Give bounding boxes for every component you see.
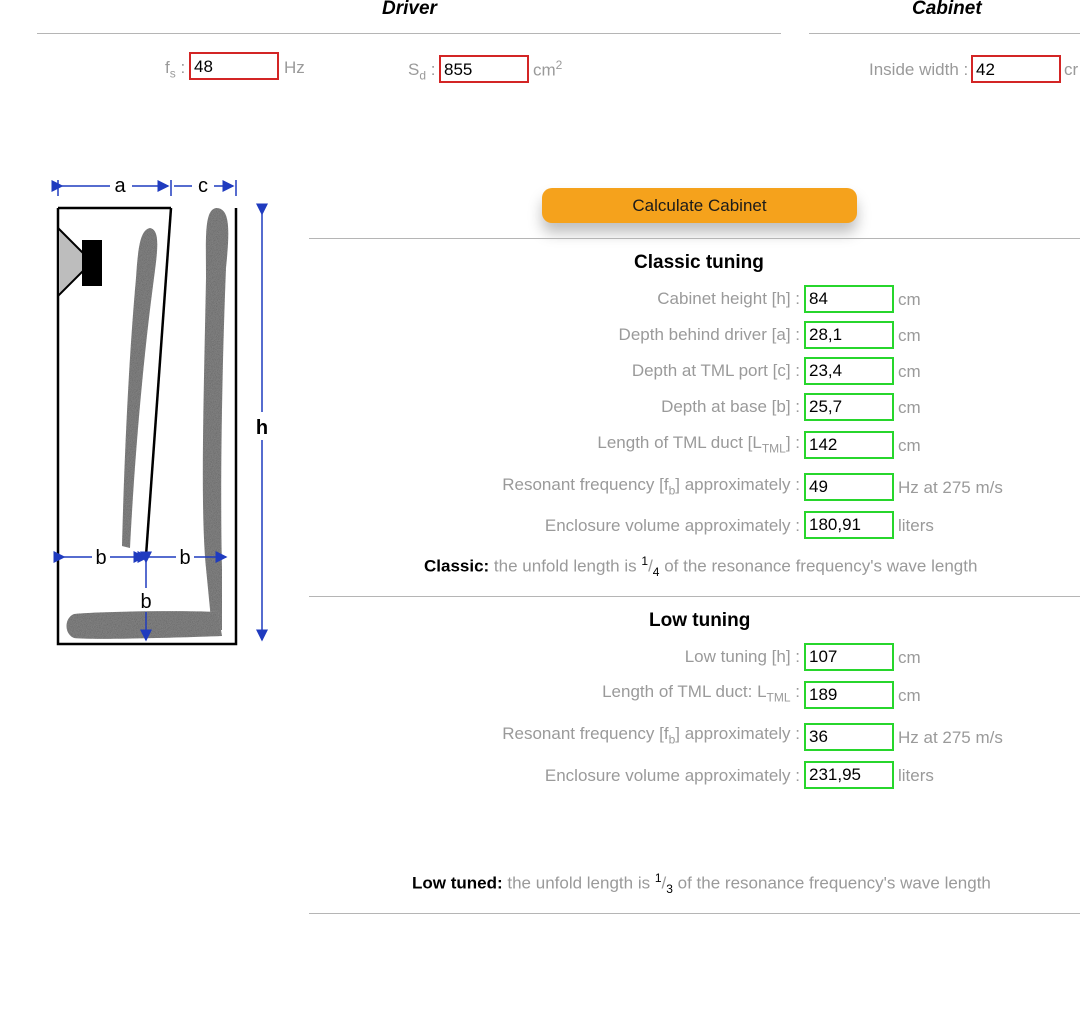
calculate-cabinet-button[interactable]: Calculate Cabinet xyxy=(542,188,857,223)
classic-volume-label: Enclosure volume approximately : xyxy=(544,516,800,535)
low-resonant-freq-label: Resonant frequency $[f_b]$ approximately : xyxy=(502,724,800,747)
classic-depth-driver-unit: cm xyxy=(898,326,921,345)
classic-duct-length-unit: cm xyxy=(898,436,921,455)
low-resonant-freq-output: 36 xyxy=(804,723,894,751)
inside-width-unit: cr xyxy=(1064,60,1079,79)
tml-cabinet-diagram xyxy=(50,168,282,652)
low-volume-unit: liters xyxy=(898,766,934,785)
low-tuning-height-label: Low tuning [h] : xyxy=(684,647,800,666)
classic-depth-port-label: Depth at TML port [c] : xyxy=(631,361,800,380)
classic-cabinet-height-unit: cm xyxy=(898,290,921,309)
fs-unit: Hz xyxy=(284,58,305,77)
low-duct-length-output: 189 xyxy=(804,681,894,709)
dim-label-b-vertical: b xyxy=(140,591,152,613)
driver-cone-icon xyxy=(58,228,84,296)
driver-magnet-icon xyxy=(82,240,102,286)
classic-tuning-title: Classic tuning xyxy=(634,252,764,273)
dim-label-h: h xyxy=(255,417,269,439)
sd-label: $S_d$ : xyxy=(408,60,436,83)
classic-depth-port-output: 23,4 xyxy=(804,357,894,385)
low-volume-label: Enclosure volume approximately : xyxy=(544,766,800,785)
classic-resonant-freq-label: Resonant frequency $[f_b]$ approximately : xyxy=(502,475,800,498)
results-divider-bottom xyxy=(309,913,1080,914)
dim-label-b-right: b xyxy=(179,547,191,569)
inside-width-input[interactable]: 42 xyxy=(971,55,1061,83)
low-note: Low tuned: the unfold length is $^1/_3$ of the resonance frequency's wave length xyxy=(412,871,991,897)
stuffing-left xyxy=(122,228,157,548)
results-divider-middle xyxy=(309,596,1080,597)
classic-volume-unit: liters xyxy=(898,516,934,535)
sd-unit: $cm^2$ xyxy=(533,58,563,80)
classic-depth-base-label: Depth at base [b] : xyxy=(661,397,800,416)
classic-volume-output: 180,91 xyxy=(804,511,894,539)
classic-cabinet-height-output: 84 xyxy=(804,285,894,313)
classic-resonant-freq-unit: Hz at 275 m/s xyxy=(898,478,1003,497)
classic-cabinet-height-label: Cabinet height [h] : xyxy=(657,289,800,308)
results-divider-top xyxy=(309,238,1080,239)
low-duct-length-unit: cm xyxy=(898,686,921,705)
low-tuning-height-unit: cm xyxy=(898,648,921,667)
classic-depth-base-output: 25,7 xyxy=(804,393,894,421)
classic-duct-length-label: Length of TML duct $[L_{TML}]$ : xyxy=(597,433,800,456)
fs-input[interactable]: 48 xyxy=(189,52,279,80)
classic-depth-driver-output: 28,1 xyxy=(804,321,894,349)
cabinet-divider xyxy=(809,33,1080,34)
fs-label: $f_s$ : xyxy=(165,58,186,81)
low-volume-output: 231,95 xyxy=(804,761,894,789)
dim-label-a: a xyxy=(114,175,126,197)
low-tuning-height-output: 107 xyxy=(804,643,894,671)
classic-depth-port-unit: cm xyxy=(898,362,921,381)
classic-depth-base-unit: cm xyxy=(898,398,921,417)
stuffing-right xyxy=(203,208,228,630)
stuffing-bottom xyxy=(67,611,223,639)
low-tuning-title: Low tuning xyxy=(649,610,751,631)
dim-label-c: c xyxy=(198,175,208,197)
sd-input[interactable]: 855 xyxy=(439,55,529,83)
classic-note: Classic: the unfold length is $^1/_4$ of the resonance frequency's wave length xyxy=(424,554,978,580)
driver-section-title: Driver xyxy=(382,0,437,19)
classic-duct-length-output: 142 xyxy=(804,431,894,459)
dim-label-b-left: b xyxy=(95,547,107,569)
cabinet-section-title: Cabinet xyxy=(912,0,982,19)
classic-depth-driver-label: Depth behind driver [a] : xyxy=(618,325,800,344)
low-duct-length-label: Length of TML duct: $L_{TML}$ : xyxy=(602,682,800,705)
driver-divider xyxy=(37,33,781,34)
classic-resonant-freq-output: 49 xyxy=(804,473,894,501)
low-resonant-freq-unit: Hz at 275 m/s xyxy=(898,728,1003,747)
inside-width-label: Inside width : xyxy=(869,60,969,79)
